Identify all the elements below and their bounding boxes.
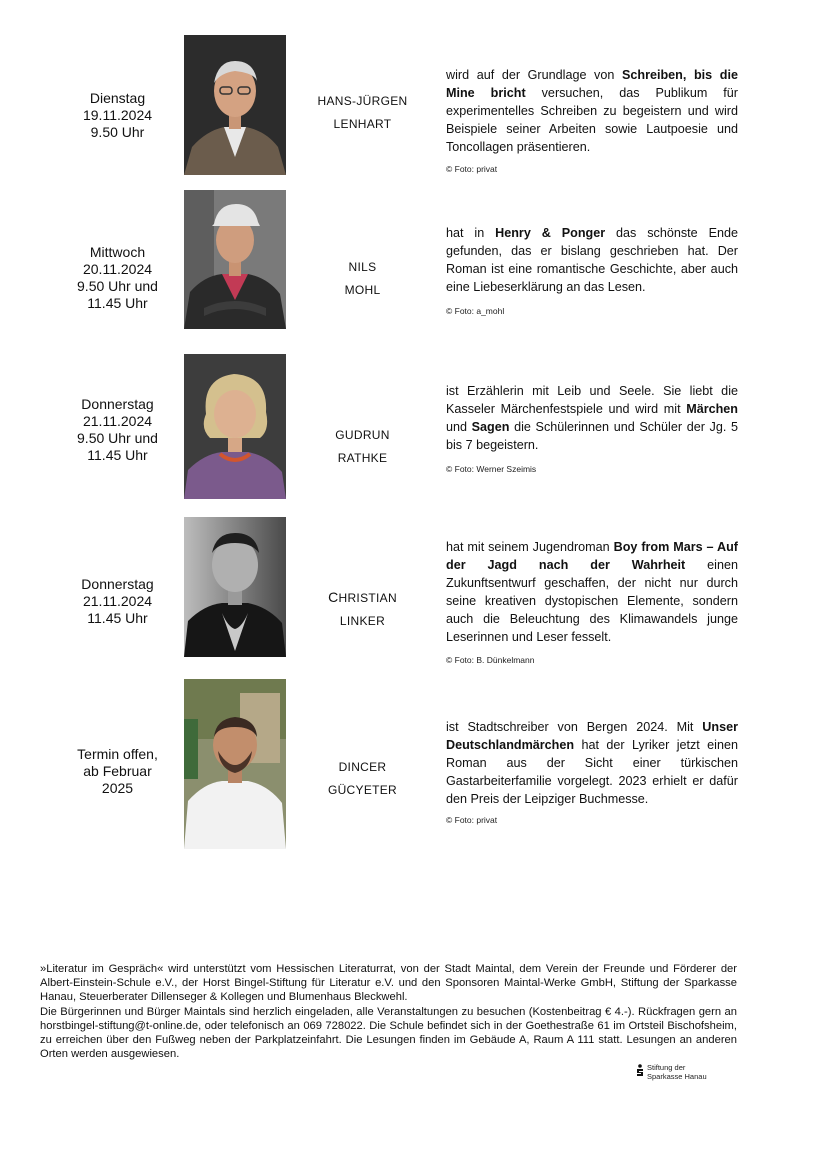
description-text: wird auf der Grundlage von — [446, 68, 622, 82]
highlight-text: Märchen — [686, 402, 738, 416]
event-description — [446, 224, 738, 296]
first-name-initial: C — [328, 589, 339, 605]
event-date: Termin offen, ab Februar 2025 — [77, 746, 158, 796]
event-description — [446, 382, 738, 454]
visitor-info-paragraph: Die Bürgerinnen und Bürger Maintals sind herzlich eingeladen, alle Veranstaltungen zu besuchen (Kostenbeitrag € 4.-). Rückfragen gern an horstbingel-stiftung@t-online.de, oder telefonisch an 069 728022. Die Schule befindet sich in der Goethestraße 61 im Ortsteil Bischofsheim, zu erreichen über den Fußweg neben der Parkplatzeinfahrt. Die Lesungen finden im Gebäude A, Raum A 111 statt. Lesungen an anderen Orten werden ausgewiesen. — [40, 1005, 737, 1061]
author-photo — [184, 517, 286, 657]
author-photo — [184, 354, 286, 499]
photo-credit: © Foto: a_mohl — [446, 306, 505, 316]
sponsors-paragraph: »Literatur im Gespräch« wird unterstützt vom Hessischen Literaturrat, von der Stadt Maintal, dem Verein der Freunde und Förderer der Albert-Einstein-Schule e.V., der Horst Bingel-Stiftung für Literatur e.V. und den Sponsoren Maintal-Werke GmbH, Stiftung der Sparkasse Hanau, Steuerberater Dillenseger & Kollegen und Blumenhaus Bleckwehl. — [40, 963, 737, 1004]
footer-info — [40, 962, 737, 1061]
person-portrait-icon — [184, 517, 286, 657]
event-date: Donnerstag 21.11.2024 11.45 Uhr — [81, 576, 154, 626]
person-portrait-icon — [184, 190, 286, 329]
event-description — [446, 66, 738, 156]
event-description — [446, 718, 738, 808]
author-name: DINCER GÜCYETER — [327, 760, 398, 797]
person-portrait-icon — [184, 354, 286, 499]
first-name-rest: HRISTIAN — [338, 591, 397, 605]
description-text: hat in — [446, 226, 496, 240]
sparkasse-logo — [636, 1063, 726, 1091]
author-photo — [184, 35, 286, 175]
event-date: Mittwoch 20.11.2024 9.50 Uhr und 11.45 Uhr — [77, 244, 158, 311]
highlight-text: Sagen — [471, 420, 510, 434]
author-photo — [184, 190, 286, 329]
highlight-text: Schreiben, bis die Mine bricht — [446, 68, 738, 100]
photo-credit: © Foto: privat — [446, 815, 498, 825]
description-text: hat mit seinem Jugendroman — [446, 540, 614, 554]
description-text: ist Erzählerin mit Leib und Seele. Sie liebt die Kasseler Märchenfestspiele und wird mit — [446, 384, 738, 416]
author-photo — [184, 679, 286, 849]
highlight-text: Boy from Mars – Auf der Jagd nach der Wahrheit — [446, 540, 738, 572]
description-text: das schönste Ende gefunden, das er bislang geschrieben hat. Der Roman ist eine romantische Geschichte, aber auch eine Liebeserklärung an das Lesen. — [446, 226, 738, 294]
highlight-text: Henry & Ponger — [495, 226, 606, 240]
event-description — [446, 538, 738, 646]
description-text: einen Zukunftsentwurf geschaffen, der nicht nur durch seine kreativen dystopischen Elemente, sondern auch die Beleuchtung des Klimawandels junge Leserinnen und Leser fesselt. — [446, 558, 738, 644]
description-text: versuchen, das Publikum für experimentelles Schreiben zu begeistern und wird Beispiele seiner Arbeiten sowie Lautpoesie und Toncollagen präsentieren. — [446, 86, 738, 154]
photo-credit: © Foto: B. Dünkelmann — [446, 655, 535, 665]
sparkasse-s-icon — [636, 1064, 644, 1076]
author-name: HANS-JÜRGEN LENHART — [317, 94, 408, 131]
photo-credit: © Foto: Werner Szeimis — [446, 464, 537, 474]
person-portrait-icon — [184, 35, 286, 175]
description-text: hat der Lyriker jetzt einen Roman aus der Sicht einer türkischen Gastarbeiterfamilie vorgelegt. 2023 erhielt er dafür den Preis der Leipziger Buchmesse. — [446, 738, 738, 806]
person-portrait-icon — [184, 679, 286, 849]
photo-credit: © Foto: privat — [446, 164, 498, 174]
author-name: CHRISTIAN LINKER — [328, 589, 397, 628]
logo-line-1: Stiftung der — [647, 1063, 686, 1072]
description-text: und — [446, 420, 472, 434]
logo-line-2: Sparkasse Hanau — [647, 1072, 707, 1081]
event-date: Dienstag 19.11.2024 9.50 Uhr — [82, 90, 153, 140]
author-name: NILS MOHL — [344, 260, 381, 297]
highlight-text: Unser Deutschlandmärchen — [446, 720, 738, 752]
event-date: Donnerstag 21.11.2024 9.50 Uhr und 11.45 Uhr — [77, 396, 158, 463]
description-text: ist Stadtschreiber von Bergen 2024. Mit — [446, 720, 703, 734]
description-text: die Schülerinnen und Schüler der Jg. 5 bis 7 begeistern. — [446, 420, 738, 452]
author-name: GUDRUN RATHKE — [335, 428, 390, 465]
